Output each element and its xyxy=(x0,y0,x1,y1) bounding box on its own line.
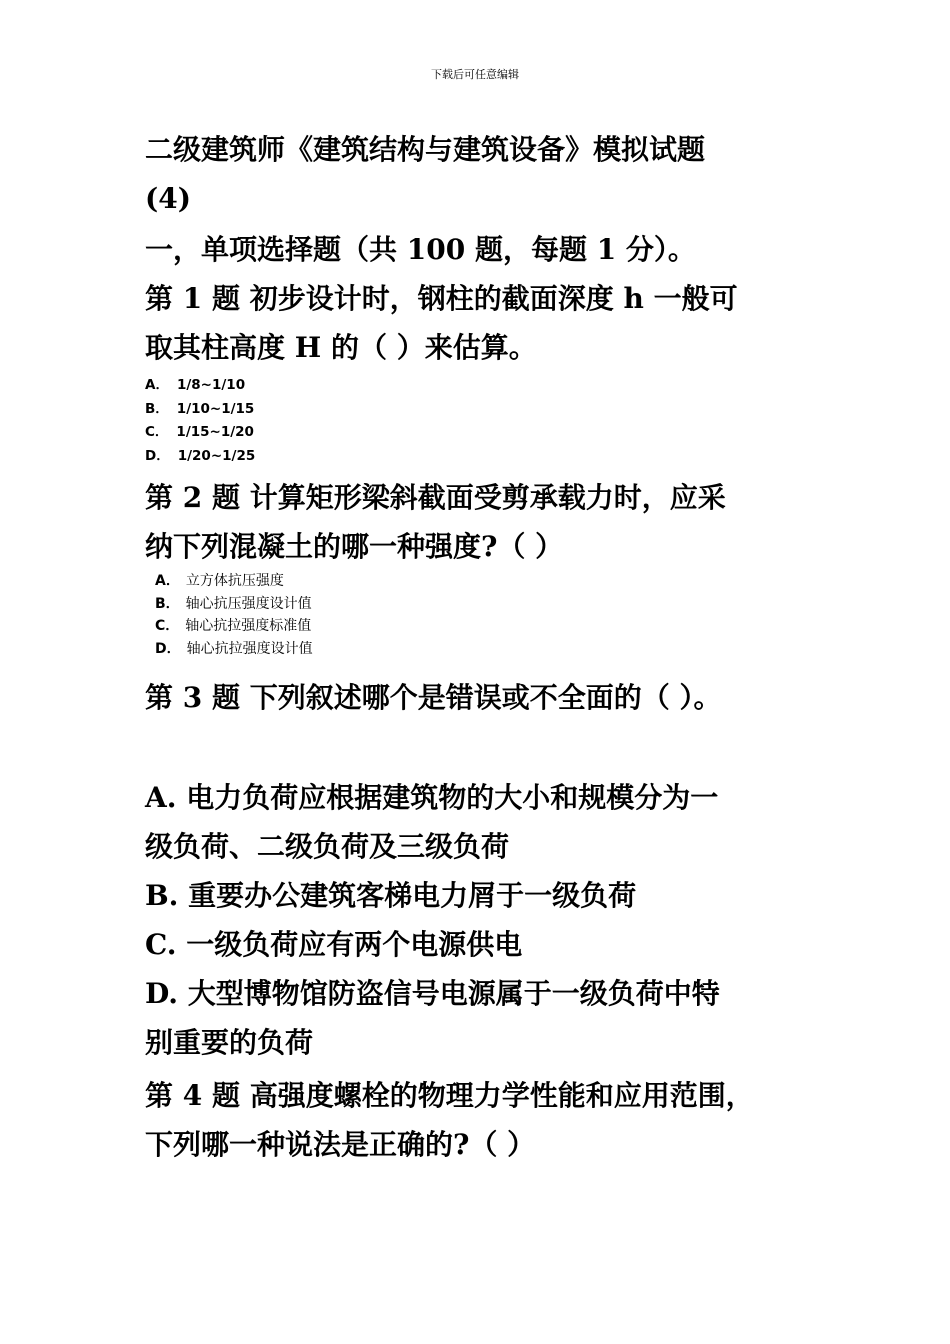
option-a: A． 立方体抗压强度 xyxy=(155,573,284,589)
option-c: C． 1/15~1/20 xyxy=(145,424,254,440)
question-3-option-a-line-2: 级负荷、二级负荷及三级负荷 xyxy=(145,830,510,863)
question-3-option-c: C. 一级负荷应有两个电源供电 xyxy=(145,928,523,961)
question-3-options xyxy=(145,773,845,1067)
question-1-line-1: 第 1 题 初步设计时，钢柱的截面深度 h 一般可 xyxy=(145,282,738,315)
option-b: B． 1/10~1/15 xyxy=(145,400,255,417)
title-line-2: (4) xyxy=(145,182,191,215)
question-2-line-2: 纳下列混凝土的哪一种强度?（ ） xyxy=(145,530,564,563)
question-4-line-2: 下列哪一种说法是正确的?（ ） xyxy=(145,1128,536,1161)
question-3-option-b: B. 重要办公建筑客梯电力屑于一级负荷 xyxy=(145,879,637,912)
section-heading: 一，单项选择题（共 100 题，每题 1 分）。 xyxy=(145,233,696,266)
question-3-stem: 第 3 题 下列叙述哪个是错误或不全面的（ ）。 xyxy=(145,681,722,714)
question-2-line-1: 第 2 题 计算矩形梁斜截面受剪承载力时，应采 xyxy=(145,481,726,514)
question-3-option-d-line-2: 别重要的负荷 xyxy=(145,1026,314,1059)
option-a: A． 1/8~1/10 xyxy=(145,377,246,393)
option-d: D． 1/20~1/25 xyxy=(145,447,256,464)
question-4-stem xyxy=(145,1071,845,1169)
question-3-option-d-line-1: D. 大型博物馆防盗信号电源属于一级负荷中特 xyxy=(145,977,720,1010)
option-d: D． 轴心抗拉强度设计值 xyxy=(155,640,313,657)
question-1-options xyxy=(145,374,255,468)
question-1-stem xyxy=(145,274,845,372)
page-header-note: 下载后可任意编辑 xyxy=(431,68,519,81)
option-c: C． 轴心抗拉强度标准值 xyxy=(155,618,312,634)
question-1-line-2: 取其柱高度 H 的（ ）来估算。 xyxy=(145,331,537,364)
title-line-1: 二级建筑师《建筑结构与建筑设备》模拟试题 xyxy=(145,133,706,166)
question-3-option-a-line-1: A. 电力负荷应根据建筑物的大小和规模分为一 xyxy=(145,781,719,814)
document-title xyxy=(145,125,845,223)
option-b: B． 轴心抗压强度设计值 xyxy=(155,595,312,612)
question-2-stem xyxy=(145,473,845,571)
question-2-options xyxy=(155,570,313,660)
question-4-line-1: 第 4 题 高强度螺栓的物理力学性能和应用范围， xyxy=(145,1079,754,1112)
